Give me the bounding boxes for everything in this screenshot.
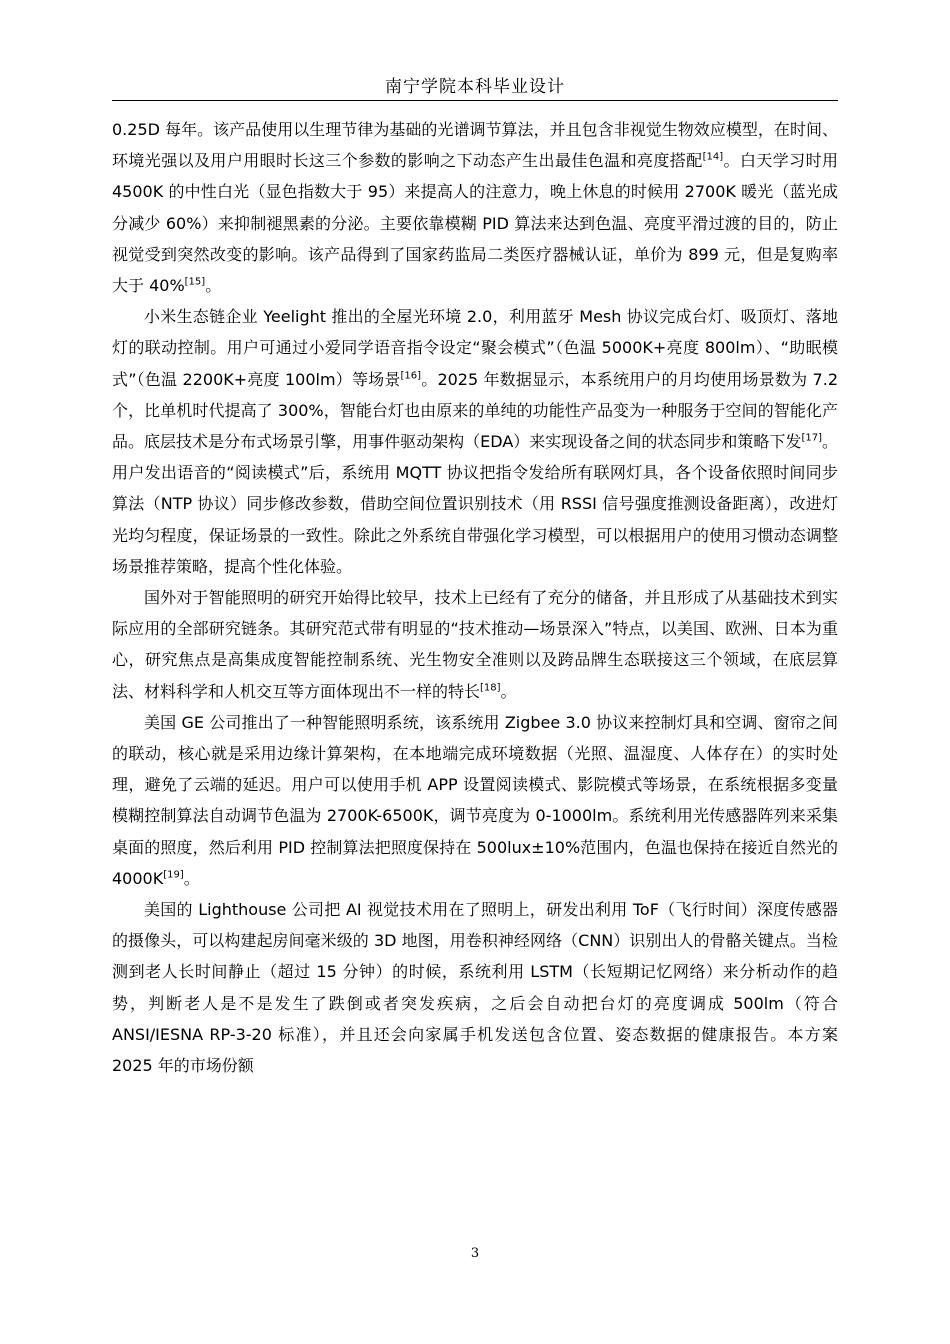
- paragraph: [112, 707, 838, 894]
- paragraph-text: 。用户发出语音的“阅读模式”后，系统用 MQTT 协议把指令发给所有联网灯具，各个设备依照时间同步算法（NTP 协议）同步修改参数，借助空间位置识别技术（用 RSSI 信号强度推测设备距离），改进灯光均匀程度，保证场景的一致性。除此之外系统自带强化学习模型，可以根据用户的使用习惯动态调整场景推荐策略，提高个性化体验。: [112, 432, 838, 576]
- body-text: [112, 114, 838, 1081]
- citation-marker: [18]: [480, 682, 501, 694]
- paragraph-text: 国外对于智能照明的研究开始得比较早，技术上已经有了充分的储备，并且形成了从基础技术到实际应用的全部研究链条。其研究范式带有明显的“技术推动—场景深入”特点，以美国、欧洲、日本为重心，研究焦点是高集成度智能控制系统、光生物安全准则以及跨品牌生态联接这三个领域，在底层算法、材料科学和人机交互等方面体现出不一样的特长: [112, 588, 838, 701]
- paragraph-text: 。: [183, 868, 200, 888]
- paragraph-text: 。2025 年数据显示，本系统用户的月均使用场景数为 7.2 个，比单机时代提高了 300%，智能台灯也由原来的单纯的功能性产品变为一种服务于空间的智能化产品。底层技术是分布式场景引擎，用事件驱动架构（EDA）来实现设备之间的状态同步和策略下发: [112, 369, 838, 452]
- paragraph-text: 。: [205, 276, 222, 296]
- citation-marker: [19]: [163, 869, 184, 881]
- citation-marker: [17]: [801, 432, 822, 444]
- citation-marker: [16]: [400, 370, 422, 382]
- paragraph: [112, 894, 838, 1081]
- citation-marker: [15]: [184, 276, 206, 288]
- citation-marker: [14]: [702, 151, 724, 163]
- paragraph-text: 。白天学习时用 4500K 的中性白光（显色指数大于 95）来提高人的注意力，晚上休息的时候用 2700K 暖光（蓝光成分减少 60%）来抑制褪黑素的分泌。主要依靠模糊 PID 算法来达到色温、亮度平滑过渡的目的，防止视觉受到突然改变的影响。该产品得到了国家药监局二类医疗器械认证，单价为 899 元，但是复购率大于 40%: [112, 151, 838, 296]
- paragraph: [112, 582, 838, 707]
- paragraph-text: 美国 GE 公司推出了一种智能照明系统，该系统用 Zigbee 3.0 协议来控制灯具和空调、窗帘之间的联动，核心就是采用边缘计算架构，在本地端完成环境数据（光照、温湿度、人体存在）的实时处理，避免了云端的延迟。用户可以使用手机 APP 设置阅读模式、影院模式等场景，在系统根据多变量模糊控制算法自动调节色温为 2700K-6500K，调节亮度为 0-1000lm。系统利用光传感器阵列来采集桌面的照度，然后利用 PID 控制算法把照度保持在 500lux±10%范围内，色温也保持在接近自然光的 4000K: [112, 712, 838, 888]
- paragraph-text: 美国的 Lighthouse 公司把 AI 视觉技术用在了照明上，研发出利用 ToF（飞行时间）深度传感器的摄像头，可以构建起房间毫米级的 3D 地图，用卷积神经网络（CNN）识别出人的骨骼关键点。当检测到老人长时间静止（超过 15 分钟）的时候，系统利用 LSTM（长短期记忆网络）来分析动作的趋势，判断老人是不是发生了跌倒或者突发疾病，之后会自动把台灯的亮度调成 500lm（符合 ANSI/IESNA RP-3-20 标准），并且还会向家属手机发送包含位置、姿态数据的健康报告。本方案 2025 年的市场份额: [112, 900, 838, 1076]
- paragraph-text: 0.25D 每年。该产品使用以生理节律为基础的光谱调节算法，并且包含非视觉生物效应模型，在时间、环境光强以及用户用眼时长这三个参数的影响之下动态产生出最佳色温和亮度搭配: [112, 120, 838, 171]
- paragraph: [112, 114, 838, 301]
- paragraph-text: 小米生态链企业 Yeelight 推出的全屋光环境 2.0，利用蓝牙 Mesh 协议完成台灯、吸顶灯、落地灯的联动控制。用户可通过小爱同学语音指令设定“聚会模式”（色温 5000K+亮度 800lm）、“助眠模式”（色温 2200K+亮度 100lm）等场景: [112, 307, 838, 389]
- paragraph: [112, 301, 838, 582]
- running-header: 南宁学院本科毕业设计: [385, 77, 565, 97]
- paragraph-text: 。: [500, 681, 517, 701]
- header-divider: [112, 100, 838, 101]
- page-number: 3: [470, 1246, 480, 1261]
